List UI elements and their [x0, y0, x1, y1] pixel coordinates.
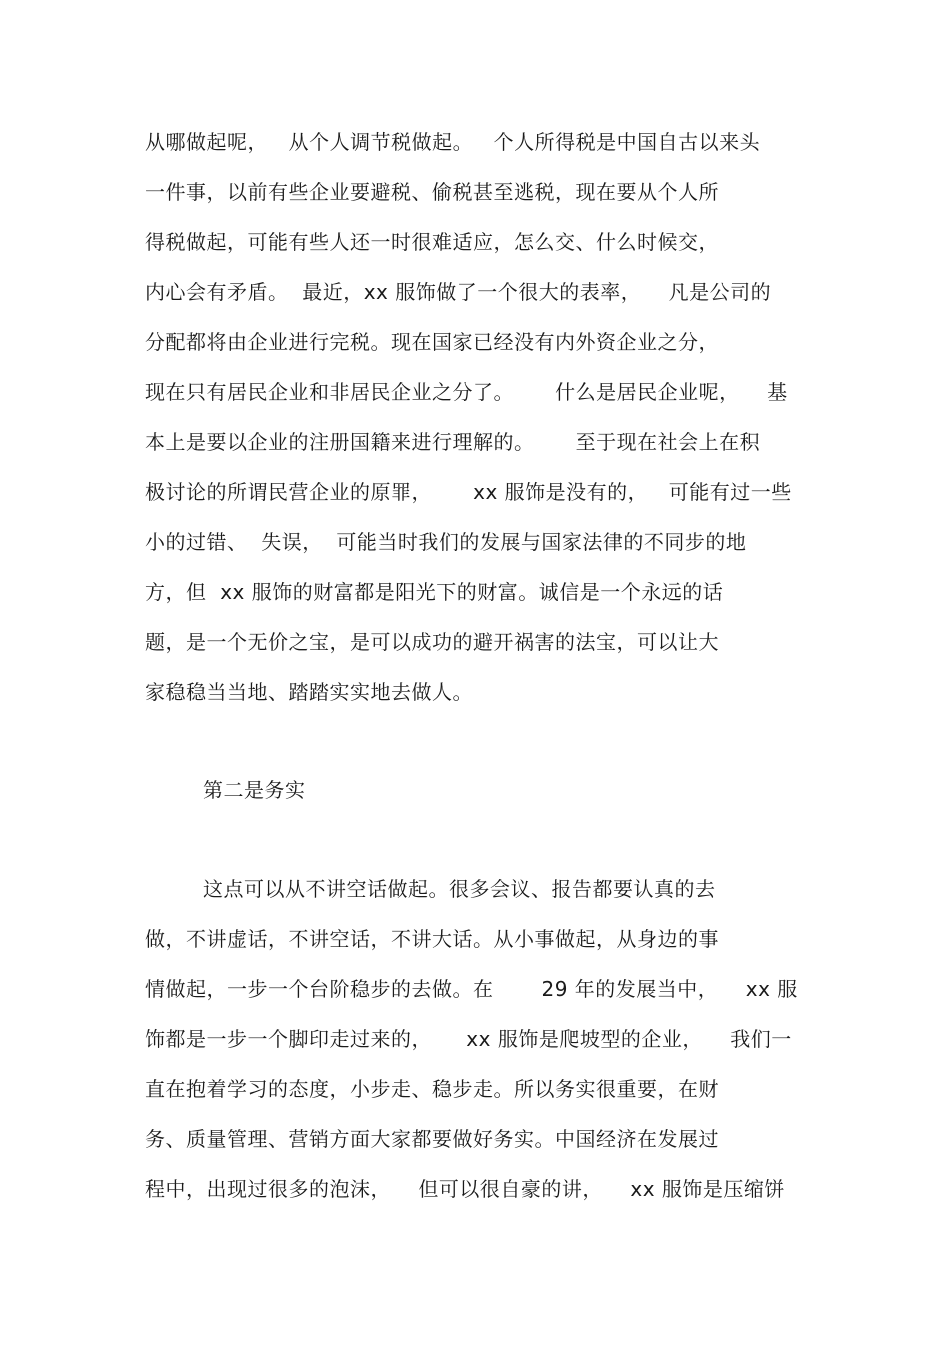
paragraph-line: 程中，出现过很多的泡沫， 但可以很自豪的讲， xx 服饰是压缩饼: [145, 1177, 785, 1201]
paragraph-line: 方，但 xx 服饰的财富都是阳光下的财富。诚信是一个永远的话: [145, 580, 724, 604]
paragraph-line: 务、质量管理、营销方面大家都要做好务实。中国经济在发展过: [145, 1127, 719, 1151]
paragraph-line: 本上是要以企业的注册国籍来进行理解的。 至于现在社会上在积: [145, 430, 761, 454]
paragraph-line: 内心会有矛盾。 最近，xx 服饰做了一个很大的表率， 凡是公司的: [145, 280, 772, 304]
paragraph-line: 小的过错、 失误， 可能当时我们的发展与国家法律的不同步的地: [145, 530, 747, 554]
paragraph-line: 饰都是一步一个脚印走过来的， xx 服饰是爬坡型的企业， 我们一: [145, 1027, 792, 1051]
paragraph-line: 得税做起，可能有些人还一时很难适应，怎么交、什么时候交，: [145, 230, 719, 254]
paragraph-line: 一件事，以前有些企业要避税、偷税甚至逃税，现在要从个人所: [145, 180, 719, 204]
paragraph-line: 分配都将由企业进行完税。现在国家已经没有内外资企业之分，: [145, 330, 719, 354]
paragraph-line: 极讨论的所谓民营企业的原罪， xx 服饰是没有的， 可能有过一些: [145, 480, 792, 504]
paragraph-line: 从哪做起呢， 从个人调节税做起。 个人所得税是中国自古以来头: [145, 130, 761, 154]
paragraph-line: 情做起，一步一个台阶稳步的去做。在 29 年的发展当中， xx 服: [145, 977, 798, 1001]
section-heading: 第二是务实: [203, 778, 306, 802]
paragraph-line: 这点可以从不讲空话做起。很多会议、报告都要认真的去: [203, 877, 716, 901]
paragraph-line: 做，不讲虚话，不讲空话，不讲大话。从小事做起，从身边的事: [145, 927, 719, 951]
paragraph-line: 题，是一个无价之宝，是可以成功的避开祸害的法宝，可以让大: [145, 630, 719, 654]
paragraph-line: 家稳稳当当地、踏踏实实地去做人。: [145, 680, 473, 704]
paragraph-line: 直在抱着学习的态度，小步走、稳步走。所以务实很重要，在财: [145, 1077, 719, 1101]
paragraph-line: 现在只有居民企业和非居民企业之分了。 什么是居民企业呢， 基: [145, 380, 788, 404]
